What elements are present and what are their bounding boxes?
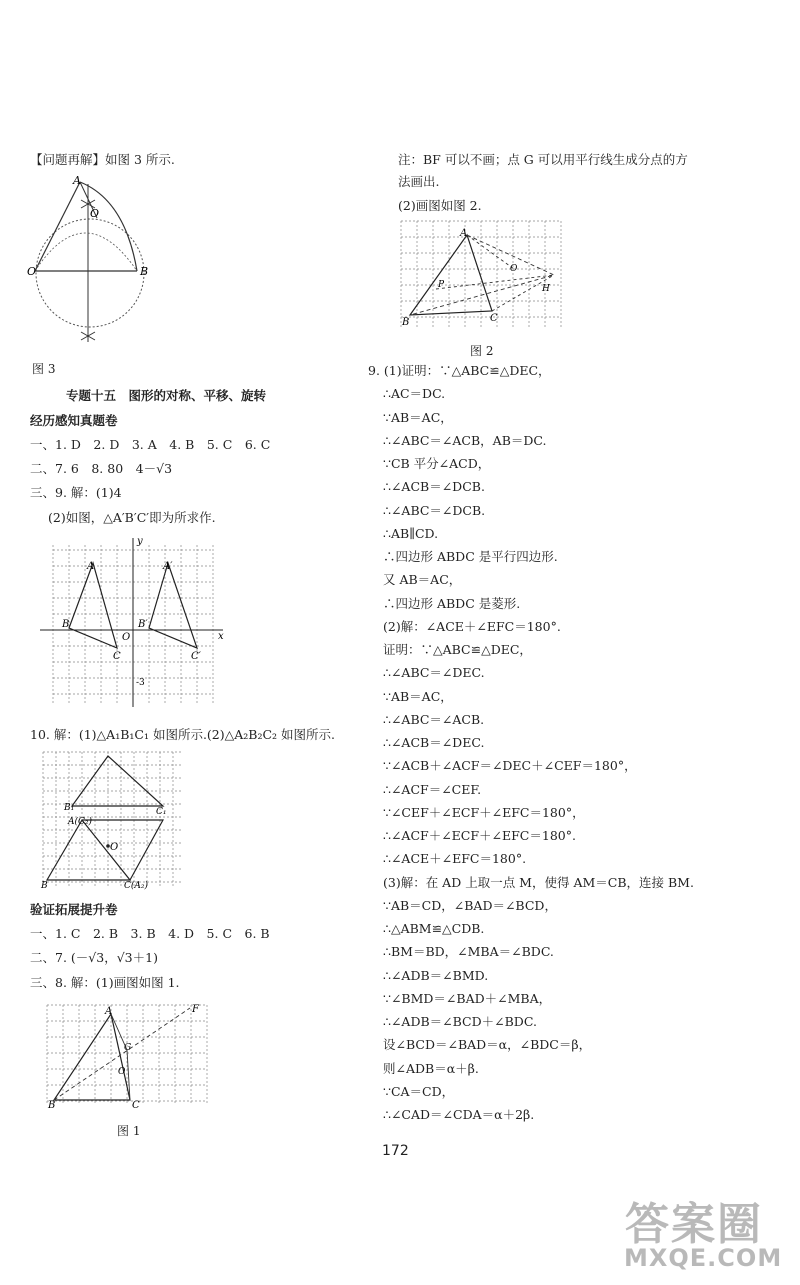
svg-text:O: O [110,842,119,853]
proof-line: ∵AB＝CD，∠BAD＝∠BCD， [383,897,557,913]
proof-line: ∴∠ADB＝∠BCD＋∠BDC. [383,1014,537,1029]
svg-text:B: B [48,1100,56,1110]
proof-line: ∴四边形 ABDC 是菱形. [383,595,521,611]
proof-line: ∵∠CEF＋∠ECF＋∠EFC＝180°， [383,804,585,820]
svg-text:B: B [402,317,410,328]
part1-q9-1: 三、9. 解：(1)4 [30,485,122,500]
fig2-intro: (2)画图如图 2. [398,198,482,213]
fig3-label-a: A [73,174,81,187]
proof-line: ∵∠ACB＋∠ACF＝∠DEC＋∠CEF＝180°， [383,758,637,774]
proof-line: ∴△ABM≌△CDB. [383,921,485,936]
svg-text:x: x [218,631,224,642]
figure-2-caption: 图 2 [470,344,494,358]
watermark-url: MXQE.COM [624,1244,783,1272]
svg-text:B′: B′ [138,619,148,630]
proof-line: ∴AB∥CD. [383,525,439,541]
svg-text:G: G [124,1043,132,1053]
proof-line: ∴BM＝BD，∠MBA＝∠BDC. [383,944,554,960]
proof-line: ∴∠ACE＋∠EFC＝180°. [383,851,527,867]
proof-line: ∴∠ABC＝∠DCB. [383,502,486,518]
proof-line: ∴∠ADB＝∠BMD. [383,967,489,983]
svg-text:A: A [105,1006,113,1017]
proof-line: (3)解：在 AD 上取一点 M，使得 AM＝CB，连接 BM. [383,874,694,890]
svg-text:C′: C′ [191,651,201,662]
note-line-2: 法画出. [398,174,440,189]
proof-line: ∵CB 平分∠ACD， [383,456,491,471]
svg-text:y: y [137,536,143,547]
svg-text:B: B [62,619,70,630]
proof-line: ∴∠ABC＝∠ACB. [383,711,485,727]
proof-line: ∴∠CAD＝∠CDA＝α＋2β. [383,1107,535,1122]
svg-text:C(A₂): C(A₂) [124,881,149,890]
figure-3-caption: 图 3 [32,362,56,376]
svg-text:P: P [438,280,445,290]
fig3-label-b: B [140,265,149,278]
proof-line: ∴∠ACB＝∠DCB. [383,479,485,495]
part2-answers-mc: 一、1. C 2. B 3. B 4. D 5. C 6. B [30,926,270,941]
proof-line: 又 AB＝AC， [383,572,462,588]
proof-line: ∵∠BMD＝∠BAD＋∠MBA， [383,990,552,1006]
page-number: 172 [382,1143,409,1159]
proof-line: ∵CA＝CD， [383,1083,455,1099]
part1-title: 经历感知真题卷 [30,413,118,428]
svg-text:A: A [460,228,468,239]
figure-1-grid-diagram [42,1000,212,1110]
part1-q9-2: (2)如图，△A′B′C′即为所求作. [48,510,216,525]
proof-line: ∴∠ACB＝∠DEC. [383,735,485,750]
proof-line: 则∠ADB＝α＋β. [383,1060,479,1076]
proof-line: ∴∠ACF＝∠CEF. [383,781,482,797]
proof-line: ∴∠ABC＝∠ACB，AB＝DC. [383,432,547,448]
part2-q8-1: 三、8. 解：(1)画图如图 1. [30,975,180,990]
svg-text:B: B [41,881,48,890]
svg-text:H: H [542,284,550,294]
svg-text:C: C [113,651,121,662]
proof-line: ∴四边形 ABDC 是平行四边形. [383,549,558,564]
svg-text:O: O [122,632,131,643]
proof-line: ∴∠ACF＋∠ECF＋∠EFC＝180°. [383,828,576,843]
problem-reanalysis-intro: 【问题再解】如图 3 所示. [30,152,175,167]
proof-line: (2)解：∠ACE＋∠EFC＝180°. [383,618,561,634]
svg-text:B₁: B₁ [64,803,75,813]
svg-text:-3: -3 [136,678,145,688]
watermark-logo-text: 答案圈 [625,1199,763,1250]
svg-text:O: O [510,264,518,274]
svg-text:O: O [118,1067,126,1077]
svg-text:A′: A′ [163,561,173,572]
proof-line: 证明：∵△ABC≌△DEC， [383,642,532,657]
q10-rotation-grid-figure [38,748,188,890]
figure-1-caption: 图 1 [117,1124,141,1138]
q9-coordinate-grid-figure [38,535,228,710]
part2-answers-fill: 二、7. (－√3，√3＋1) [30,950,158,965]
fig3-label-o-upper: O [90,207,100,220]
proof-line: ∴∠ABC＝∠DEC. [383,665,485,681]
figure-3-diagram [25,170,160,355]
svg-text:C₁: C₁ [156,807,167,817]
svg-text:C: C [132,1100,140,1110]
svg-text:C: C [490,313,498,324]
section-title: 专题十五 图形的对称、平移、旋转 [66,388,267,403]
figure-2-grid-diagram [396,217,566,332]
proof-line: ∴AC＝DC. [383,386,446,402]
proof-line: 9. (1)证明：∵△ABC≌△DEC， [368,363,551,378]
svg-text:F: F [192,1004,199,1015]
proof-line: ∵AB＝AC， [383,409,453,425]
svg-text:A(C₂): A(C₂) [68,817,93,827]
q10-answer: 10. 解：(1)△A₁B₁C₁ 如图所示.(2)△A₂B₂C₂ 如图所示. [30,727,336,742]
fig3-label-o-left: O [27,265,37,278]
part1-answers-mc: 一、1. D 2. D 3. A 4. B 5. C 6. C [30,437,271,452]
part1-answers-fill: 二、7. 6 8. 80 4－√3 [30,461,173,476]
svg-text:A: A [87,561,95,572]
note-line-1: 注：BF 可以不画；点 G 可以用平行线生成分点的方 [398,152,688,167]
part2-title: 验证拓展提升卷 [30,902,118,917]
proof-line: 设∠BCD＝∠BAD＝α，∠BDC＝β， [383,1037,592,1053]
proof-line: ∵AB＝AC， [383,688,453,704]
